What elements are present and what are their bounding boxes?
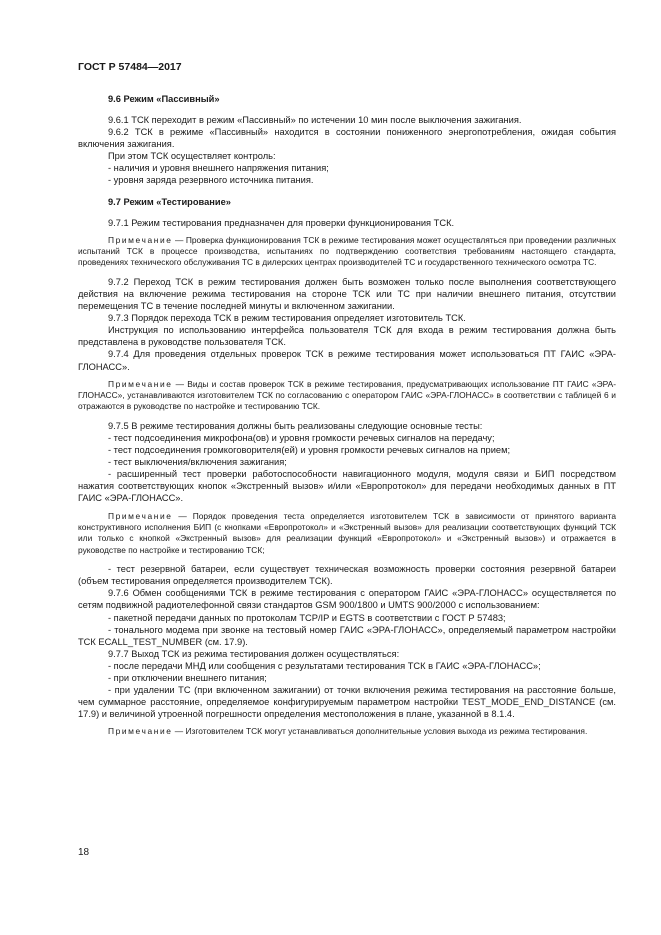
paragraph: 9.7.5 В режиме тестирования должны быть реализованы следующие основные тесты: — [108, 420, 483, 431]
section-heading: 9.7 Режим «Тестирование» — [108, 196, 231, 207]
note-text: — Проверка функционирования ТСК в режиме тестирования может осуществляться при проведении различных испытаний ТСК в процессе производства, испытаниях по подтверждению соответствия требованиям настоящего стандарта, проведениях технического обслуживания ТС в дилерских центрах производителей ТС и государственного технического осмотра ТС. — [78, 234, 616, 268]
paragraph: 9.7.4 Для проведения отдельных проверок ТСК в режиме тестирования может использоваться ПТ ГАИС «ЭРА-ГЛОНАСС». — [78, 349, 616, 372]
note — [78, 726, 616, 737]
paragraph: Инструкция по использованию интерфейса пользователя ТСК для входа в режим тестирования должна быть представлена в руководстве пользователя ТСК. — [78, 325, 616, 348]
paragraph: 9.7.2 Переход ТСК в режим тестирования должен быть возможен только после выполнения соответствующего действия на включение режима тестирования на стороне ТСК или ТС при наличии внешнего питания, отсутствии перемещения ТС в течение последней минуты и включенном зажигании. — [78, 276, 616, 312]
list-item: - после передачи МНД или сообщения с результатами тестирования ТСК в ГАИС «ЭРА-ГЛОНАСС»; — [108, 660, 541, 671]
list-item: - тест резервной батареи, если существует техническая возможность проверки состояния резервной батареи (объем тестирования определяется производителем ТСК). — [78, 564, 616, 587]
paragraph: 9.7.7 Выход ТСК из режима тестирования должен осуществляться: — [108, 648, 400, 659]
list-item: - при отключении внешнего питания; — [108, 672, 267, 683]
note-label: Примечание — [108, 510, 173, 521]
note — [78, 235, 616, 269]
note-text: — Порядок проведения теста определяется изготовителем ТСК в зависимости от принятого варианта конструктивного исполнения БИП (с кнопками «Европротокол» и «Экстренный вызов» для реализации соответствующих функций ТСК или только с кнопкой «Экстренный вызов» для реализации функций «Европротокол» и «Экстренный вызов») и отражается в руководстве по настройке и тестированию ТСК; — [78, 510, 616, 555]
list-item: - пакетной передачи данных по протоколам TCP/IP и EGTS в соответствии с ГОСТ Р 57483; — [108, 612, 506, 623]
section-heading: 9.6 Режим «Пассивный» — [108, 94, 220, 104]
document-header: ГОСТ Р 57484—2017 — [78, 61, 182, 73]
list-item: - тест выключения/включения зажигания; — [108, 457, 287, 468]
list-item: - тест подсоединения громкоговорителя(ей) и уровня громкости речевых сигналов на прием; — [108, 445, 511, 456]
list-item: - при удалении ТС (при включенном зажигании) от точки включения режима тестирования на расстояние больше, чем суммарное расстояние, определяемое конфигурируемым параметром настройки TEST_MODE_END_DISTANCE (см. 17.9) и величиной утроенной погрешности определения местоположения в плане, указанной в 8.1.4. — [78, 685, 616, 720]
paragraph: 9.7.1 Режим тестирования предназначен для проверки функционирования ТСК. — [108, 217, 455, 228]
note-label: Примечание — [108, 726, 173, 737]
document-body — [78, 88, 616, 745]
page-number: 18 — [78, 847, 90, 858]
note — [78, 379, 616, 413]
paragraph: 9.7.6 Обмен сообщениями ТСК в режиме тестирования с оператором ГАИС «ЭРА-ГЛОНАСС» осуществляется по сетям подвижной радиотелефонной связи стандартов GSM 900/1800 и UMTS 900/2000 с использованием: — [78, 588, 616, 611]
paragraph: 9.6.1 ТСК переходит в режим «Пассивный» по истечении 10 мин после выключения зажигания. — [108, 115, 522, 125]
note-label: Примечание — [108, 234, 173, 245]
note — [78, 511, 616, 557]
note-text: — Изготовителем ТСК могут устанавливаться дополнительные условия выхода из режима тестирования. — [172, 726, 588, 737]
list-item: - наличия и уровня внешнего напряжения питания; — [108, 163, 329, 174]
list-item: - тест подсоединения микрофона(ов) и уровня громкости речевых сигналов на передачу; — [108, 432, 495, 443]
note-text: — Виды и состав проверок ТСК в режиме тестирования, предусматривающих использование ПТ ГАИС «ЭРА-ГЛОНАСС», устанавливаются изготовителем ТСК по согласованию с оператором ГАИС «ЭРА-ГЛОНАСС» в соответствии с таблицей 6 и отражаются в руководстве по настройке и тестированию ТСК. — [78, 378, 616, 412]
paragraph: 9.7.3 Порядок перехода ТСК в режим тестирования определяет изготовитель ТСК. — [108, 313, 466, 324]
list-item: - тонального модема при звонке на тестовый номер ГАИС «ЭРА-ГЛОНАСС», определяемый параметром настройки ТСК ECALL_TEST_NUMBER (см. 17.9). — [78, 624, 616, 647]
list-item: - уровня заряда резервного источника питания. — [108, 175, 314, 186]
note-label: Примечание — [108, 378, 173, 389]
list-item: - расширенный тест проверки работоспособности навигационного модуля, модуля связи и БИП посредством нажатия соответствующих кнопок «Экстренный вызов» и/или «Европротокол» для передачи необходимых данных в ПТ ГАИС «ЭРА-ГЛОНАСС». — [78, 469, 616, 504]
paragraph: При этом ТСК осуществляет контроль: — [108, 151, 276, 162]
paragraph: 9.6.2 ТСК в режиме «Пассивный» находится в состоянии пониженного энергопотребления, ожидая события включения зажигания. — [78, 127, 616, 150]
